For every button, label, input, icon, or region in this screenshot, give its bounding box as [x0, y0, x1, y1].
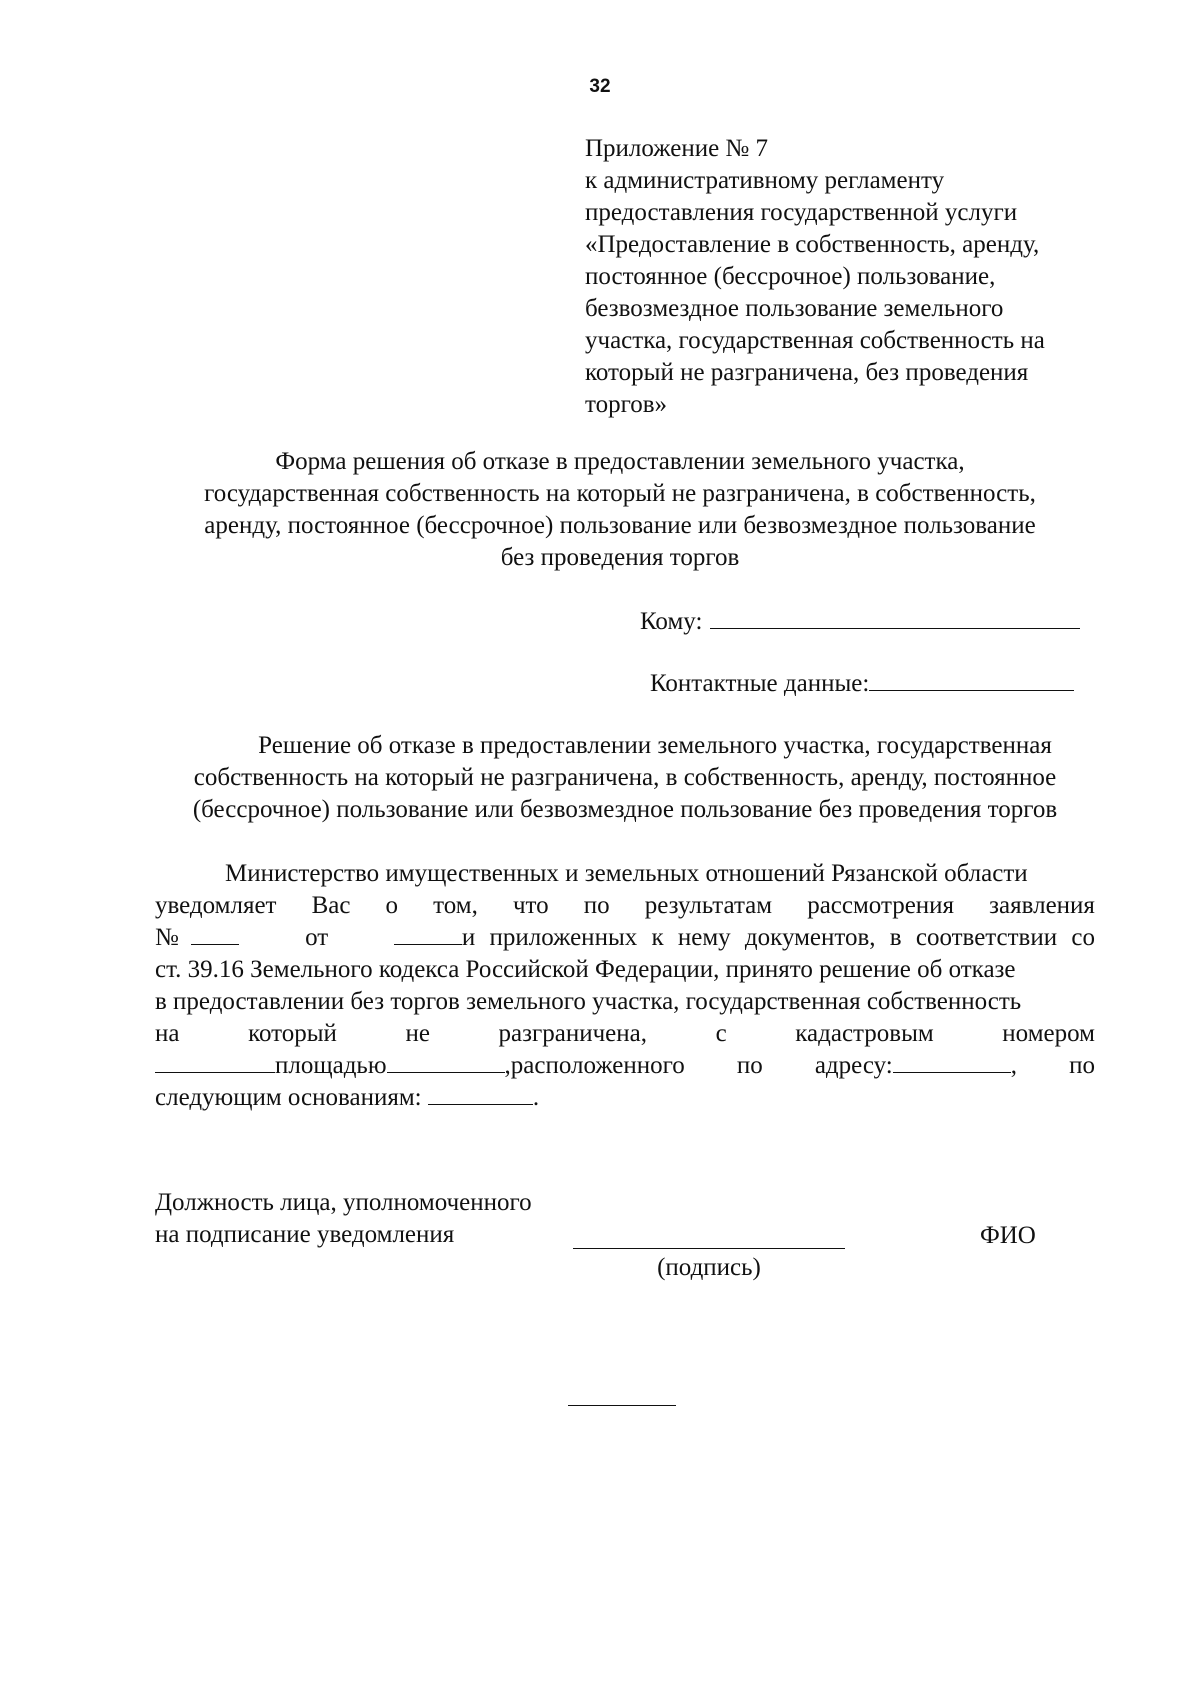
word: уведомляет — [155, 892, 277, 919]
word: ,расположенного — [504, 1052, 685, 1079]
signature-blank[interactable] — [573, 1248, 845, 1249]
recipient-blank[interactable] — [710, 604, 1080, 629]
appendix-line: постоянное (бессрочное) пользование, — [585, 263, 996, 290]
number-sign: № — [155, 924, 179, 951]
appendix-line: «Предоставление в собственность, аренду, — [585, 231, 1040, 258]
decision-title-line: Решение об отказе в предоставлении земельного участка, государственная — [258, 732, 1052, 759]
word: с — [715, 1020, 727, 1047]
body-line: в предоставлении без торгов земельного участка, государственная собственность — [155, 988, 1022, 1015]
word: рассмотрения — [807, 892, 955, 919]
cadastral-number-blank[interactable] — [155, 1050, 275, 1073]
decision-title-line: (бессрочное) пользование или безвозмездное пользование без проведения торгов — [192, 796, 1058, 823]
word: по — [1069, 1052, 1095, 1079]
application-number-blank[interactable] — [191, 922, 239, 945]
signatory-position — [155, 1187, 715, 1251]
word: номером — [1002, 1020, 1095, 1047]
address-blank[interactable] — [893, 1050, 1011, 1073]
grounds-label: следующим основаниям: — [155, 1084, 422, 1111]
appendix-line: безвозмездное пользование земельного — [585, 295, 1004, 322]
appendix-line: торгов» — [585, 391, 668, 418]
decision-body — [155, 858, 1095, 1114]
word: по — [583, 892, 610, 919]
word: по — [736, 1052, 763, 1079]
body-line: ст. 39.16 Земельного кодекса Российской Федерации, принято решение об отказе — [155, 956, 1016, 983]
body-line — [155, 1082, 1095, 1114]
body-fragment: и приложенных к нему документов, в соответствии со — [461, 924, 1095, 951]
appendix-line: предоставления государственной услуги — [585, 199, 1018, 226]
word: том, — [433, 892, 478, 919]
contact-label: Контактные данные: — [650, 670, 870, 697]
body-line — [155, 1050, 1095, 1082]
word: о — [385, 892, 399, 919]
word: разграничена, — [498, 1020, 648, 1047]
form-title-line: без проведения торгов — [500, 544, 740, 571]
word: что — [512, 892, 549, 919]
position-line: Должность лица, уполномоченного — [155, 1189, 532, 1216]
appendix-line: к административному регламенту — [585, 167, 945, 194]
appendix-line: который не разграничена, без проведения — [585, 359, 1029, 386]
page-number: 32 — [589, 76, 611, 97]
recipient-label: Кому: — [640, 608, 703, 635]
contact-blank[interactable] — [869, 666, 1074, 691]
word: на — [155, 1020, 180, 1047]
word: Вас — [311, 892, 351, 919]
body-line: Министерство имущественных и земельных отношений Рязанской области — [225, 860, 1028, 887]
recipient-field — [640, 604, 1080, 638]
word: результатам — [644, 892, 773, 919]
word: от — [305, 924, 329, 951]
end-divider — [568, 1405, 676, 1406]
form-title-line: аренду, постоянное (бессрочное) пользование или безвозмездное пользование — [204, 512, 1036, 539]
body-line — [155, 1018, 1095, 1050]
full-name-label: ФИО — [980, 1222, 1036, 1249]
word: не — [405, 1020, 430, 1047]
decision-title-line: собственность на который не разграничена, в собственность, аренду, постоянное — [193, 764, 1057, 791]
grounds-blank[interactable] — [428, 1082, 533, 1105]
signature-caption: (подпись) — [657, 1254, 761, 1281]
body-line — [155, 890, 1095, 922]
word: адресу: — [814, 1052, 893, 1079]
comma: , — [1010, 1052, 1017, 1079]
appendix-line: участка, государственная собственность на — [585, 327, 1045, 354]
decision-title — [150, 730, 1100, 826]
word: площадью — [275, 1052, 387, 1079]
form-title — [150, 446, 1090, 574]
period: . — [532, 1084, 540, 1111]
application-date-blank[interactable] — [394, 922, 462, 945]
position-line: на подписание уведомления — [155, 1221, 455, 1248]
word: заявления — [989, 892, 1095, 919]
area-blank[interactable] — [387, 1050, 505, 1073]
body-line — [155, 922, 1095, 954]
word: кадастровым — [795, 1020, 934, 1047]
contact-field — [650, 666, 1074, 700]
word: который — [248, 1020, 337, 1047]
form-title-line: государственная собственность на который не разграничена, в собственность, — [204, 480, 1036, 507]
appendix-header — [585, 133, 1105, 421]
appendix-line: Приложение № 7 — [585, 135, 769, 162]
form-title-line: Форма решения об отказе в предоставлении земельного участка, — [275, 448, 965, 475]
